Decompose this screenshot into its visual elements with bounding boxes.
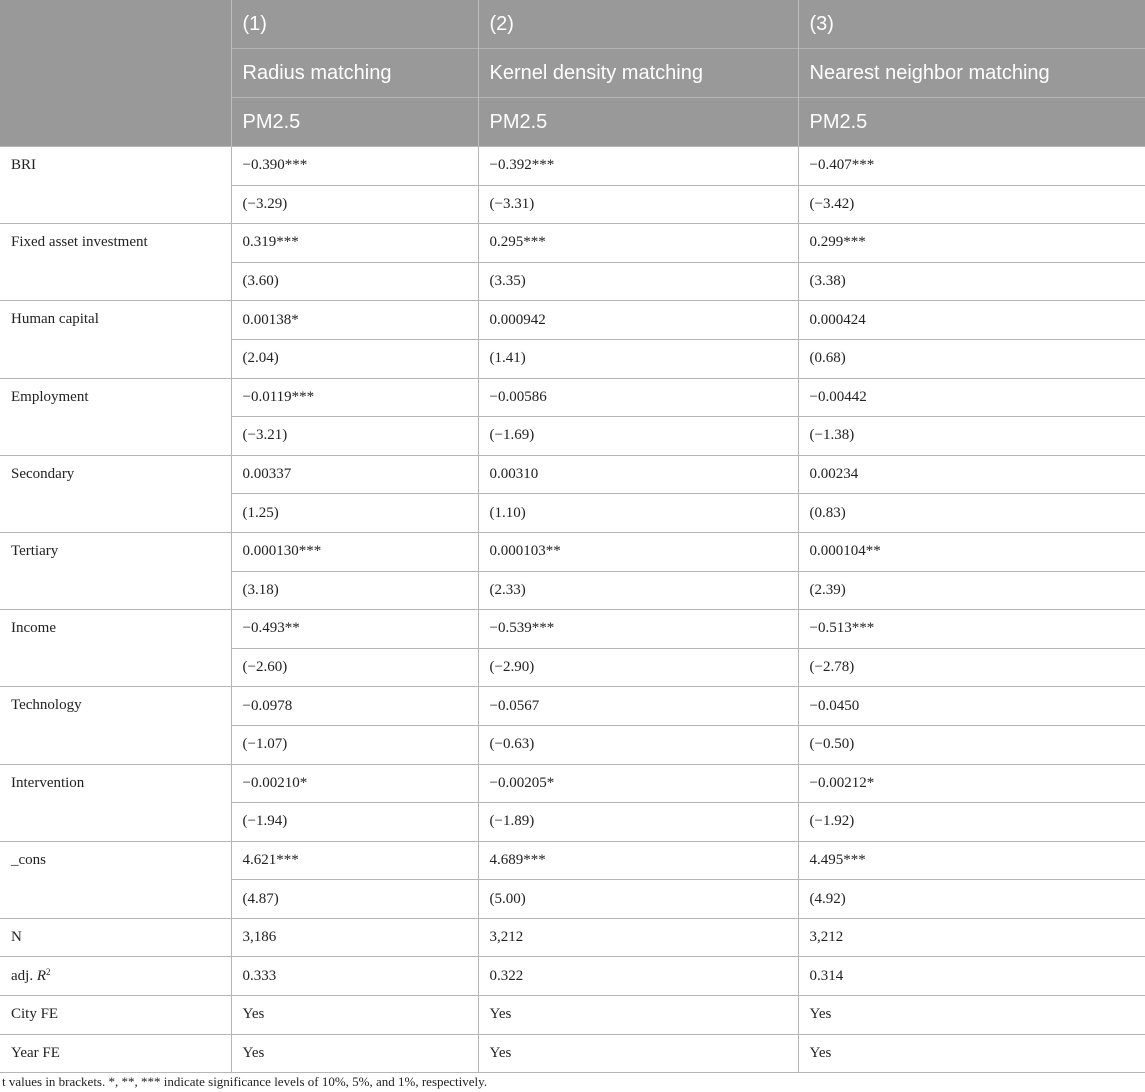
- stat-cell: 0.322: [478, 957, 798, 996]
- tstat-cell: (−0.63): [478, 725, 798, 764]
- column-dependent: PM2.5: [798, 98, 1145, 147]
- coef-cell: −0.392***: [478, 147, 798, 186]
- variable-label: Secondary: [0, 455, 231, 532]
- tstat-cell: (4.92): [798, 880, 1145, 919]
- table-row-stat: [0, 1034, 1145, 1073]
- column-method: Nearest neighbor matching: [798, 49, 1145, 98]
- coef-cell: 0.000424: [798, 301, 1145, 340]
- column-number: (3): [798, 0, 1145, 49]
- coef-cell: 0.000103**: [478, 532, 798, 571]
- table-row-stat: [0, 918, 1145, 957]
- coef-cell: −0.0450: [798, 687, 1145, 726]
- table-row-coef: [0, 687, 1145, 726]
- variable-label: Employment: [0, 378, 231, 455]
- tstat-cell: (2.33): [478, 571, 798, 610]
- table-row-stat: [0, 996, 1145, 1035]
- stat-cell: Yes: [478, 1034, 798, 1073]
- variable-label: Income: [0, 610, 231, 687]
- coef-cell: −0.00210*: [231, 764, 478, 803]
- coef-cell: −0.493**: [231, 610, 478, 649]
- column-dependent: PM2.5: [478, 98, 798, 147]
- coef-cell: −0.539***: [478, 610, 798, 649]
- coef-cell: 0.295***: [478, 224, 798, 263]
- table-row-coef: [0, 301, 1145, 340]
- tstat-cell: (−1.89): [478, 803, 798, 842]
- coef-cell: −0.407***: [798, 147, 1145, 186]
- tstat-cell: (−0.50): [798, 725, 1145, 764]
- column-dependent: PM2.5: [231, 98, 478, 147]
- variable-label: Fixed asset investment: [0, 224, 231, 301]
- stat-cell: 3,186: [231, 918, 478, 957]
- tstat-cell: (−3.29): [231, 185, 478, 224]
- coef-cell: 0.319***: [231, 224, 478, 263]
- table-row-coef: [0, 455, 1145, 494]
- table-row-coef: [0, 224, 1145, 263]
- coef-cell: −0.0978: [231, 687, 478, 726]
- table-row-stat: [0, 957, 1145, 996]
- tstat-cell: (−3.42): [798, 185, 1145, 224]
- tstat-cell: (−1.69): [478, 417, 798, 456]
- variable-label: BRI: [0, 147, 231, 224]
- stat-cell: Yes: [478, 996, 798, 1035]
- coef-cell: 0.000104**: [798, 532, 1145, 571]
- header-corner: [0, 0, 231, 147]
- variable-label: Human capital: [0, 301, 231, 378]
- table-body: [0, 147, 1145, 1073]
- tstat-cell: (3.35): [478, 262, 798, 301]
- coef-cell: −0.00586: [478, 378, 798, 417]
- tstat-cell: (2.04): [231, 339, 478, 378]
- stat-label-adj-r2: [0, 957, 231, 996]
- tstat-cell: (3.60): [231, 262, 478, 301]
- tstat-cell: (3.18): [231, 571, 478, 610]
- coef-cell: −0.00212*: [798, 764, 1145, 803]
- stat-cell: Yes: [231, 1034, 478, 1073]
- coef-cell: 0.000942: [478, 301, 798, 340]
- coef-cell: 0.000130***: [231, 532, 478, 571]
- stat-cell: Yes: [798, 1034, 1145, 1073]
- table-footnote: t values in brackets. *, **, *** indicate significance levels of 10%, 5%, and 1%, respectively.: [2, 1074, 488, 1089]
- variable-label: Tertiary: [0, 532, 231, 609]
- stat-cell: Yes: [798, 996, 1145, 1035]
- coef-cell: 0.00234: [798, 455, 1145, 494]
- stat-cell: 3,212: [478, 918, 798, 957]
- tstat-cell: (1.41): [478, 339, 798, 378]
- coef-cell: −0.00442: [798, 378, 1145, 417]
- tstat-cell: (5.00): [478, 880, 798, 919]
- stat-label: City FE: [0, 996, 231, 1035]
- coef-cell: 4.689***: [478, 841, 798, 880]
- column-method: Kernel density matching: [478, 49, 798, 98]
- coef-cell: −0.00205*: [478, 764, 798, 803]
- tstat-cell: (1.10): [478, 494, 798, 533]
- table-row-coef: [0, 764, 1145, 803]
- tstat-cell: (−2.90): [478, 648, 798, 687]
- tstat-cell: (−2.60): [231, 648, 478, 687]
- coef-cell: −0.0119***: [231, 378, 478, 417]
- tstat-cell: (−3.31): [478, 185, 798, 224]
- column-number: (2): [478, 0, 798, 49]
- table-header: [0, 0, 1145, 147]
- coef-cell: 0.299***: [798, 224, 1145, 263]
- stat-label: N: [0, 918, 231, 957]
- coef-cell: −0.0567: [478, 687, 798, 726]
- coef-cell: 0.00138*: [231, 301, 478, 340]
- tstat-cell: (−1.07): [231, 725, 478, 764]
- header-row-numbers: [0, 0, 1145, 49]
- tstat-cell: (0.68): [798, 339, 1145, 378]
- stat-label-sup: 2: [46, 967, 51, 978]
- stat-cell: 0.333: [231, 957, 478, 996]
- tstat-cell: (−3.21): [231, 417, 478, 456]
- tstat-cell: (0.83): [798, 494, 1145, 533]
- coef-cell: 4.621***: [231, 841, 478, 880]
- table-row-coef: [0, 610, 1145, 649]
- stat-cell: Yes: [231, 996, 478, 1035]
- table-row-coef: [0, 147, 1145, 186]
- tstat-cell: (−2.78): [798, 648, 1145, 687]
- coef-cell: −0.390***: [231, 147, 478, 186]
- coef-cell: 4.495***: [798, 841, 1145, 880]
- variable-label: Technology: [0, 687, 231, 764]
- stat-label: Year FE: [0, 1034, 231, 1073]
- coef-cell: 0.00310: [478, 455, 798, 494]
- tstat-cell: (1.25): [231, 494, 478, 533]
- tstat-cell: (−1.38): [798, 417, 1145, 456]
- column-number: (1): [231, 0, 478, 49]
- tstat-cell: (−1.92): [798, 803, 1145, 842]
- stat-cell: 3,212: [798, 918, 1145, 957]
- stat-cell: 0.314: [798, 957, 1145, 996]
- tstat-cell: (4.87): [231, 880, 478, 919]
- table-row-coef: [0, 841, 1145, 880]
- tstat-cell: (−1.94): [231, 803, 478, 842]
- stat-label-prefix: adj.: [11, 968, 37, 985]
- tstat-cell: (2.39): [798, 571, 1145, 610]
- table-row-coef: [0, 378, 1145, 417]
- coef-cell: −0.513***: [798, 610, 1145, 649]
- variable-label: Intervention: [0, 764, 231, 841]
- stat-label-italic: R: [36, 968, 46, 985]
- coef-cell: 0.00337: [231, 455, 478, 494]
- tstat-cell: (3.38): [798, 262, 1145, 301]
- table-row-coef: [0, 532, 1145, 571]
- column-method: Radius matching: [231, 49, 478, 98]
- variable-label: _cons: [0, 841, 231, 918]
